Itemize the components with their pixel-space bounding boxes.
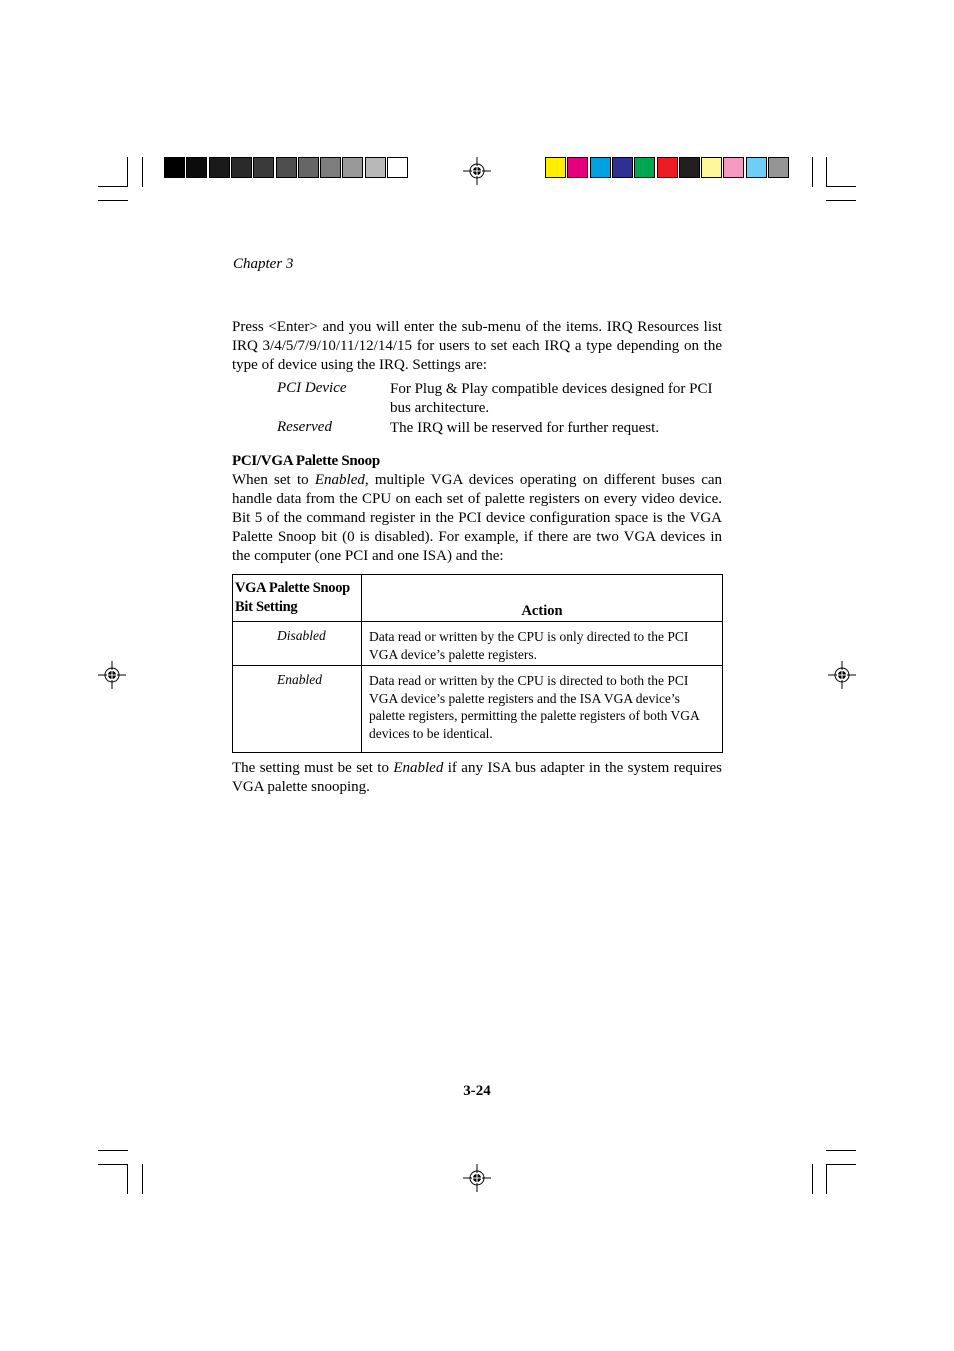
setting-description: For Plug & Play compatible devices designed for PCI bus architecture.	[390, 381, 713, 416]
color-swatch	[679, 157, 700, 178]
page-number: 3-24	[463, 1083, 491, 1099]
color-swatch	[657, 157, 678, 178]
color-swatch	[298, 157, 319, 178]
color-swatch	[209, 157, 230, 178]
color-swatch	[320, 157, 341, 178]
table-row	[233, 666, 723, 753]
table-cell-setting: Disabled	[233, 622, 362, 666]
color-swatch	[723, 157, 744, 178]
intro-paragraph: Press <Enter> and you will enter the sub-menu of the items. IRQ Resources list IRQ 3/4/5/7/9/10/11/12/14/15 for users to set each IRQ a type depending on the type of device using the IRQ. Settings are:	[232, 319, 722, 373]
color-swatch	[768, 157, 789, 178]
registration-mark-icon	[463, 1164, 491, 1192]
table-cell-action: Data read or written by the CPU is only directed to the PCI VGA device’s palette registers.	[362, 622, 723, 666]
color-swatch	[387, 157, 408, 178]
color-swatch	[276, 157, 297, 178]
registration-mark-icon	[828, 661, 856, 689]
section-paragraph	[232, 471, 722, 566]
closing-text-start: The setting must be set to	[232, 760, 394, 776]
header-line-1: VGA Palette Snoop	[235, 580, 350, 596]
setting-description: The IRQ will be reserved for further request.	[390, 420, 660, 436]
color-swatch	[231, 157, 252, 178]
setting-term: PCI Device	[277, 380, 347, 396]
palette-snoop-table	[232, 574, 723, 753]
color-swatch	[746, 157, 767, 178]
registration-mark-icon	[463, 157, 491, 185]
color-swatch	[545, 157, 566, 178]
color-swatch	[365, 157, 386, 178]
closing-text-emphasis: Enabled	[393, 760, 444, 776]
color-swatch	[342, 157, 363, 178]
section-text-rest: , multiple VGA devices operating on different buses can handle data from the CPU on each set of palette registers on every video device. Bit 5 of the command register in the PCI device configuration space is the VGA Palette Snoop bit (0 is disabled). For example, if there are two VGA devices in the computer (one PCI and one ISA) and the:	[232, 472, 723, 564]
table-cell-setting: Enabled	[233, 666, 362, 753]
closing-paragraph	[232, 759, 722, 797]
section-heading: PCI/VGA Palette Snoop	[232, 453, 380, 469]
color-swatch	[186, 157, 207, 178]
color-swatch	[253, 157, 274, 178]
table-row	[233, 622, 723, 666]
color-swatch	[164, 157, 185, 178]
color-swatch	[612, 157, 633, 178]
color-swatch	[590, 157, 611, 178]
color-swatch	[567, 157, 588, 178]
closing-text-rest: if any ISA bus adapter in the system requires VGA palette snooping.	[232, 760, 722, 795]
color-swatch	[634, 157, 655, 178]
color-swatch	[701, 157, 722, 178]
table-header-row	[233, 575, 723, 622]
setting-term: Reserved	[277, 419, 332, 435]
registration-mark-icon	[98, 661, 126, 689]
table-header-action: Action	[362, 575, 723, 622]
header-line-2: Bit Setting	[235, 599, 298, 615]
table-header-setting	[233, 575, 362, 622]
section-text-emphasis: Enabled	[314, 472, 365, 488]
table-cell-action: Data read or written by the CPU is directed to both the PCI VGA device’s palette registers and the ISA VGA device’s palette registers, permitting the palette registers of both VGA devices to be identical.	[362, 666, 723, 753]
section-text-start: When set to	[232, 472, 315, 488]
chapter-header: Chapter 3	[233, 256, 294, 272]
